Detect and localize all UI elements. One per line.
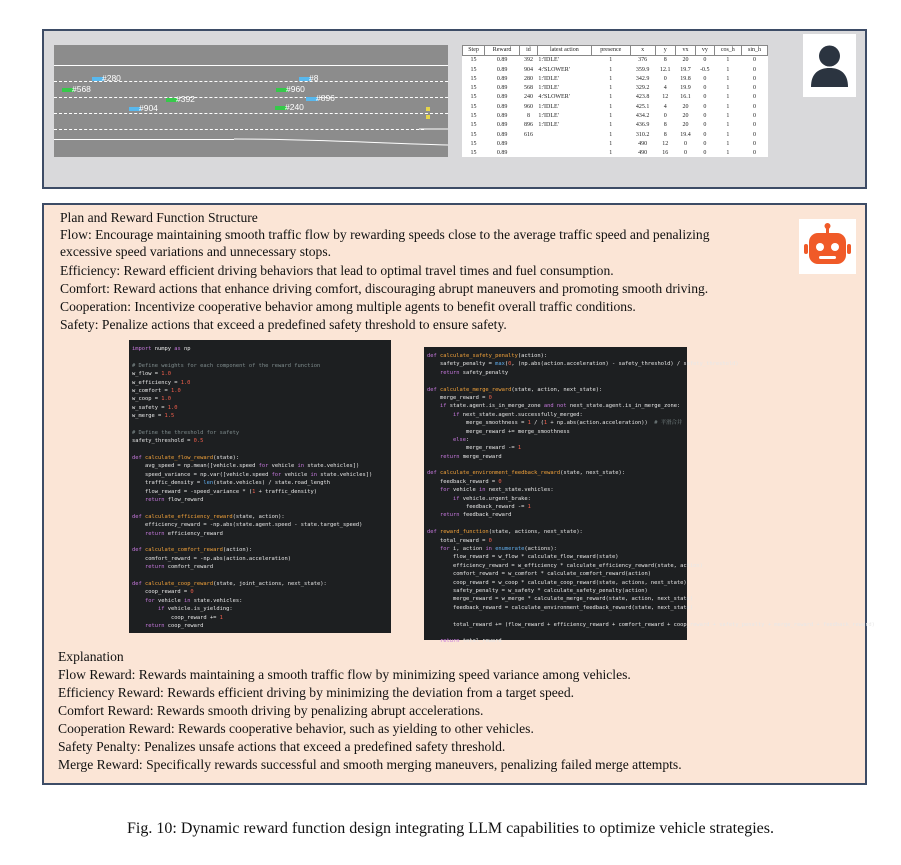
table-cell: 0.89 [496,75,508,82]
vehicle-label: #960 [286,84,305,94]
code-line: def calculate_environment_feedback_reward(state, next_state): [427,470,626,477]
code-line [427,629,687,637]
code-line [132,353,391,361]
table-row [463,93,768,102]
table-cell: 0 [753,150,757,157]
code-line: return flow_reward [144,497,204,504]
code-line: if state.agent.is_in_merge_zone and not next_state.agent.is_in_merge_zone: [439,403,681,410]
code-line: speed_variance = np.var([vehicle.speed for vehicle in state.vehicles]) [132,471,373,478]
code-line: efficiency_reward = -np.abs(state.agent.speed - state.target_speed) [132,522,363,529]
robot-icon [799,219,856,274]
code-line: feedback_reward -= 1 [427,504,531,511]
table-row [463,56,768,66]
explanation-efficiency: Efficiency Reward: Rewards efficient driving by minimizing the deviation from a target speed. [58,685,575,700]
table-row [463,149,768,158]
table-cell: 0.89 [496,94,508,101]
table-cell: 1 [726,150,730,157]
table-cell: 12 [662,140,669,147]
table-row [463,131,768,140]
user-icon [803,34,856,97]
table-cell: 15 [470,122,477,129]
table-cell: 15 [470,103,477,110]
code-line [132,446,391,454]
table-cell: 280 [523,75,533,82]
explanation-title: Explanation [58,649,124,664]
code-line: else: [452,436,470,443]
table-cell: 376 [638,57,648,64]
table-cell: 0.89 [496,131,508,138]
column-header: Step [463,46,485,56]
table-cell: 240 [523,94,533,101]
code-line: merge_reward += merge_smoothness [427,428,570,435]
code-line: return comfort_reward [144,564,214,571]
plan-efficiency: Efficiency: Reward efficient driving behaviors that lead to optimal travel times and fuel consumption. [60,263,614,278]
table-cell: 0 [703,57,707,64]
table-cell: 20 [682,113,689,120]
explanation-cooperation: Cooperation Reward: Rewards cooperative behavior, such as yielding to other vehicles. [58,721,534,736]
vehicle-label: #8 [309,73,319,83]
table-cell: 434.2 [635,113,650,120]
column-header: latest action [537,46,591,56]
column-header: cos_h [714,46,741,56]
table-cell: 0 [703,113,707,120]
code-line: traffic_density = len(state.vehicles) / state.road_length [132,480,330,487]
code-line [427,612,687,620]
code-line: return coop_reward [144,622,204,629]
table-row [463,75,768,84]
table-cell: 0.89 [496,140,508,147]
code-line: # Define the threshold for safety [132,429,240,436]
code-line: merge_reward = 0 [427,394,492,401]
table-cell: 0.89 [496,66,508,73]
table-cell: 896 [523,122,533,129]
table-cell: 904 [523,66,533,73]
table-cell: 15 [470,75,477,82]
table-cell: 1:'IDLE' [538,103,559,110]
code-line [427,461,687,469]
code-line: def calculate_merge_reward(state, action, next_state): [427,386,603,393]
code-line [132,421,391,429]
code-line: return merge_reward [439,453,502,460]
table-cell: 310.2 [635,131,650,138]
table-cell: 0.89 [496,103,508,110]
explanation-comfort: Comfort Reward: Rewards smooth driving by penalizing abrupt accelerations. [58,703,484,718]
column-header: id [520,46,538,56]
table-cell: 20 [682,57,689,64]
table-cell: 1 [726,85,730,92]
table-cell: 1 [726,75,730,82]
table-cell: 1:'IDLE' [538,57,559,64]
code-line: return total_reward [439,638,502,645]
code-line [427,377,687,385]
table-cell: 0 [703,131,707,138]
code-line: flow_reward = w_flow * calculate_flow_reward(state) [427,554,619,561]
table-header-row [463,46,768,56]
vehicle-label: #280 [102,73,121,83]
table-cell: 1 [609,75,613,82]
table-cell: 1:'IDLE' [538,113,559,120]
table-cell: 1:'IDLE' [538,75,559,82]
code-line: w_flow = 1.0 [132,371,171,378]
code-line: coop_reward = w_coop * calculate_coop_reward(state, actions, next_state) [427,579,687,586]
table-cell [537,131,591,140]
code-line: safety_penalty = max(0, (np.abs(action.acceleration) - safety_threshold) / safety_threshold) [427,361,739,368]
plan-cooperation: Cooperation: Incentivize cooperative behavior among multiple agents to benefit overall traffic conditions. [60,299,636,314]
table-cell: 0 [703,122,707,129]
user-avatar [803,34,856,97]
reward-code-part1 [129,340,391,633]
table-cell: 15 [470,131,477,138]
code-line: def calculate_coop_reward(state, joint_actions, next_state): [132,580,327,587]
code-line: coop_reward = 0 [132,589,194,596]
table-cell: 0 [663,113,667,120]
code-line: safety_penalty = w_safety * calculate_safety_penalty(action) [427,587,648,594]
code-line [132,504,391,512]
table-cell: 1 [609,94,613,101]
code-line: w_efficiency = 1.0 [132,379,191,386]
table-row [463,103,768,112]
table-cell: 0 [663,75,667,82]
table-cell: 15 [470,113,477,120]
table-row [463,66,768,75]
table-cell: 8 [663,57,667,64]
table-cell: 425.1 [635,103,650,110]
table-row [463,140,768,149]
code-line: for i, action in enumerate(actions): [439,545,557,552]
table-cell: 1 [726,131,730,138]
table-cell: 1 [609,66,613,73]
code-line: w_safety = 1.0 [132,404,178,411]
code-line: comfort_reward = -np.abs(action.acceleration) [132,555,292,562]
road-obstacle-marker [426,115,430,119]
table-cell: 0 [703,103,707,110]
table-cell: 490 [638,140,648,147]
code-line: merge_reward = w_merge * calculate_merge_reward(state, action, next_state) [427,596,694,603]
table-cell: 1 [609,131,613,138]
table-cell: 0 [753,113,757,120]
code-line: feedback_reward = 0 [427,478,502,485]
table-cell [520,140,538,149]
table-cell: 15 [470,57,477,64]
vehicle-label: #392 [176,94,195,104]
explanation-flow: Flow Reward: Rewards maintaining a smooth traffic flow by minimizing speed variance among vehicles. [58,667,631,682]
table-cell: 0 [753,75,757,82]
table-cell: 0.89 [496,122,508,129]
table-cell: 1 [726,94,730,101]
column-header: vx [675,46,695,56]
table-cell: 0.89 [496,85,508,92]
vehicle-label: #904 [139,103,158,113]
table-cell: 616 [523,131,533,138]
table-cell: 1 [609,103,613,110]
table-cell: 1 [609,140,613,147]
table-cell: 12 [662,94,669,101]
code-line: def reward_function(state, actions, next_state): [427,529,583,536]
code-line: for vehicle in next_state.vehicles: [439,487,554,494]
table-cell: 1:'IDLE' [538,85,559,92]
column-header: y [655,46,675,56]
table-cell: 20 [682,122,689,129]
table-cell: 15 [470,140,477,147]
table-cell: 960 [523,103,533,110]
table-cell: 19.9 [680,85,691,92]
code-line: def calculate_comfort_reward(action): [132,547,253,554]
table-cell: 0 [753,57,757,64]
table-cell: 0 [683,140,687,147]
table-cell: 0 [703,140,707,147]
table-cell: 20 [682,103,689,110]
table-cell: 0 [753,85,757,92]
table-cell: 0 [683,150,687,157]
explanation-safety: Safety Penalty: Penalizes unsafe actions that exceed a predefined safety threshold. [58,739,506,754]
reward-code-part2 [424,347,875,645]
table-cell: 1 [726,140,730,147]
table-row [463,112,768,121]
table-cell: 1 [609,122,613,129]
table-cell: 16.1 [680,94,691,101]
table-cell: 1 [726,122,730,129]
code-line [132,538,391,546]
table-cell: 423.8 [635,94,650,101]
table-cell: 0 [703,75,707,82]
table-cell [520,149,538,158]
table-cell: 19.8 [680,75,691,82]
table-cell: 0.89 [496,57,508,64]
code-line: return safety_penalty [439,369,509,376]
code-line: if vehicle.urgent_brake: [452,495,531,502]
table-cell: 0 [753,103,757,110]
code-line [132,572,391,580]
table-cell: 1 [726,113,730,120]
code-line: total_reward += (flow_reward + efficiency_reward + comfort_reward + coop_reward + safety_penalty + merge_reward + feedback_reward) [427,621,875,628]
plan-flow-continued: excessive speed variations and unnecessary stops. [60,244,332,259]
table-cell: 0.89 [496,113,508,120]
table-cell: 19.4 [680,131,691,138]
highway-merge-simulation [54,45,448,157]
table-cell: 8 [526,113,530,120]
llm-reward-design-panel [42,203,875,785]
table-cell: 0 [753,66,757,73]
table-cell: 1 [726,57,730,64]
code-line: return feedback_reward [439,512,512,519]
table-cell: 490 [638,150,648,157]
column-header: sin_h [742,46,768,56]
code-line: def calculate_flow_reward(state): [132,455,240,462]
vehicle-label: #896 [316,93,335,103]
code-line: import numpy as np [132,346,191,352]
table-cell: 0 [753,122,757,129]
table-cell: 436.9 [635,122,650,129]
plan-flow: Flow: Encourage maintaining smooth traffic flow by rewarding speeds close to the average traffic speed and penalizing [60,227,710,242]
table-cell: 1:'IDLE' [538,122,559,129]
table-cell: 1 [609,57,613,64]
table-cell: 0 [703,150,707,157]
column-header: Reward [485,46,520,56]
table-row [463,121,768,130]
table-cell: 0 [703,85,707,92]
column-header: vy [696,46,715,56]
vehicle-label: #568 [72,84,91,94]
table-cell: 329.2 [635,85,650,92]
table-cell: 16 [662,150,669,157]
table-cell: 4 [663,85,667,92]
plan-safety: Safety: Penalize actions that exceed a predefined safety threshold to ensure safety. [60,317,507,332]
table-cell: 0.89 [496,150,508,157]
code-line: # Define weights for each component of the reward function [132,362,321,369]
table-cell [537,140,591,149]
table-cell: 0 [753,140,757,147]
merge-ramp [54,45,448,157]
code-line: if next_state.agent.successfully_merged: [452,411,583,418]
table-cell: 1 [609,85,613,92]
table-cell: 1 [726,66,730,73]
table-cell: 0 [753,94,757,101]
code-line: for vehicle in state.vehicles: [144,597,243,604]
code-line: def calculate_efficiency_reward(state, action): [132,513,285,520]
table-cell: 4:'SLOWER' [538,66,570,73]
code-line: w_merge = 1.5 [132,413,175,420]
simulation-panel [42,29,867,189]
explanation-merge: Merge Reward: Specifically rewards successful and smooth merging maneuvers, penalizing failed merge attempts. [58,757,682,772]
code-line: flow_reward = -speed_variance * (1 + traffic_density) [132,488,318,495]
code-line: def calculate_safety_penalty(action): [427,353,548,359]
column-header: presence [591,46,630,56]
table-cell: 15 [470,66,477,73]
table-cell: 1 [609,113,613,120]
plan-comfort: Comfort: Reward actions that enhance driving comfort, discouraging abrupt maneuvers and promoting smooth driving. [60,281,709,296]
table-cell: 1 [726,103,730,110]
table-cell [537,149,591,158]
code-line: safety_threshold = 0.5 [132,438,204,445]
code-line: return efficiency_reward [144,530,223,537]
table-cell: 8 [663,122,667,129]
table-cell: 359.9 [635,66,650,73]
vehicle-label: #240 [285,102,304,112]
table-cell: 4:'SLOWER' [538,94,570,101]
code-line: feedback_reward = calculate_environment_feedback_reward(state, next_state) [427,604,694,611]
table-cell: 342.9 [635,75,650,82]
table-row [463,84,768,93]
table-cell: 0 [703,94,707,101]
table-cell: 4 [663,103,667,110]
code-line: w_comfort = 1.0 [132,387,181,394]
code-line: total_reward = 0 [427,537,492,544]
table-cell: 15 [470,94,477,101]
table-cell: 8 [663,131,667,138]
code-line: merge_smoothness = 1 / (1 + np.abs(action.acceleration)) # 平滑合并 [427,420,683,427]
column-header: x [630,46,655,56]
figure-caption: Fig. 10: Dynamic reward function design integrating LLM capabilities to optimize vehicle strategies. [127,820,774,837]
code-line [427,520,687,528]
table-cell: 12.1 [660,66,671,73]
table-cell: -0.5 [700,66,710,73]
code-line: avg_speed = np.mean([vehicle.speed for vehicle in state.vehicles]) [132,463,360,470]
road-obstacle-marker [426,107,430,111]
table-cell: 15 [470,150,477,157]
vehicle-state-table [462,45,768,157]
llm-agent-avatar [799,219,856,274]
code-line: w_coop = 1.0 [132,396,171,403]
code-line: coop_reward += 1 [132,614,223,621]
table-cell: 15 [470,85,477,92]
code-line: efficiency_reward = w_efficiency * calculate_efficiency_reward(state, action) [427,562,703,569]
table-cell: 0 [753,131,757,138]
code-line: comfort_reward = w_comfort * calculate_comfort_reward(action) [427,571,651,578]
table-cell: 392 [523,57,533,64]
code-line: merge_reward -= 1 [427,445,522,452]
code-line: if vehicle.is_yielding: [157,606,233,613]
table-cell: 1 [609,150,613,157]
table-cell: 19.7 [680,66,691,73]
plan-title: Plan and Reward Function Structure [60,210,258,225]
table-cell: 568 [523,85,533,92]
